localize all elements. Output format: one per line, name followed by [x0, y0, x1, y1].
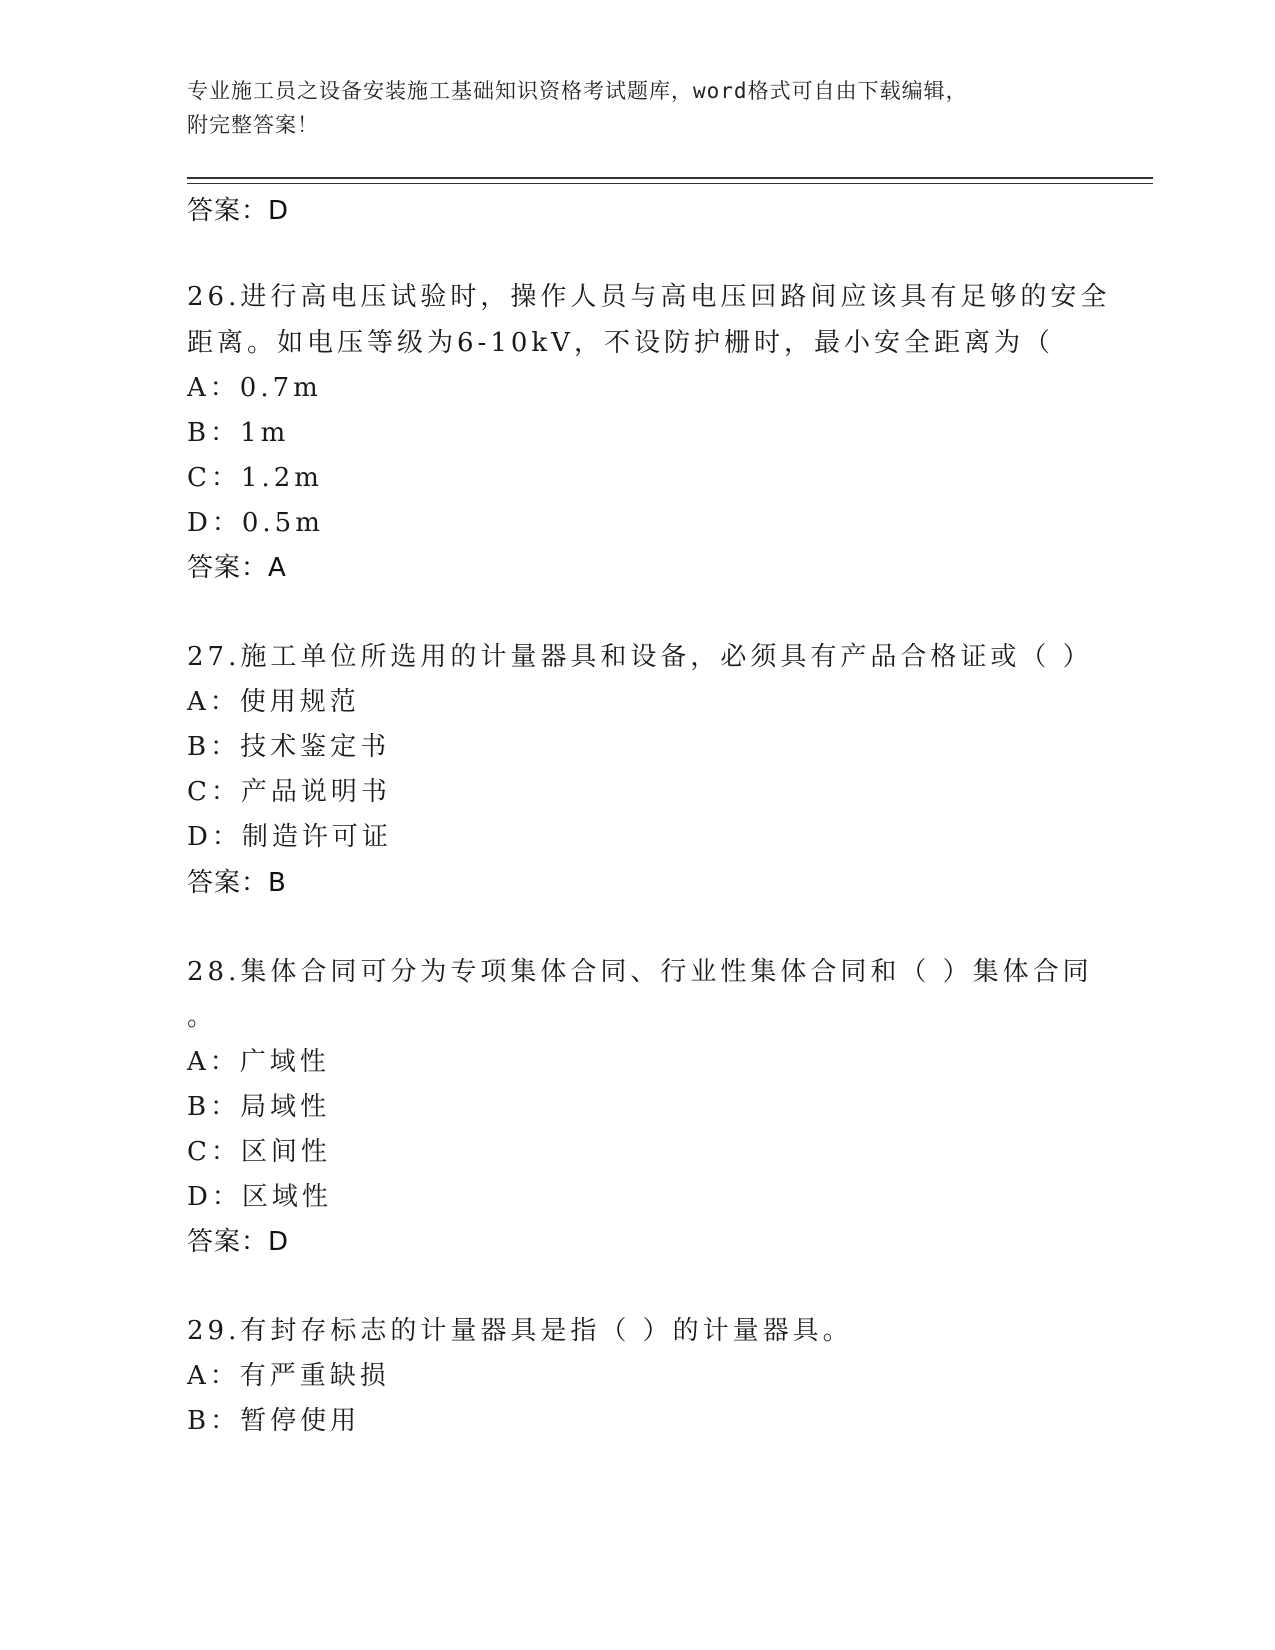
question-29-option-a: A：有严重缺损	[187, 1361, 390, 1391]
header-title-line-2: 附完整答案！	[187, 113, 319, 137]
question-27-answer: 答案：B	[187, 868, 287, 898]
question-29-stem-line-1: 29.有封存标志的计量器具是指（ ）的计量器具。	[187, 1316, 853, 1346]
question-28-stem-line-2: 。	[187, 1002, 218, 1032]
answer-label: 答案：D	[187, 196, 290, 226]
document-header	[187, 74, 1067, 142]
question-28-option-d: D：区域性	[187, 1182, 332, 1212]
question-29-option-b: B：暂停使用	[187, 1406, 361, 1436]
question-27-option-a: A：使用规范	[187, 687, 360, 717]
question-26-option-b: B：1m	[187, 418, 290, 448]
question-27-stem-line-1: 27.施工单位所选用的计量器具和设备，必须具有产品合格证或（ ）	[187, 642, 1093, 672]
question-28-stem-line-1: 28.集体合同可分为专项集体合同、行业性集体合同和（ ）集体合同	[187, 957, 1093, 987]
question-28-answer: 答案：D	[187, 1227, 290, 1257]
question-26-stem-line-1: 26.进行高电压试验时，操作人员与高电压回路间应该具有足够的安全	[187, 282, 1111, 312]
question-26-option-c: C：1.2m	[187, 463, 323, 493]
header-divider	[187, 177, 1153, 184]
question-26-stem-line-2: 距离。如电压等级为6-10kV，不设防护栅时，最小安全距离为（	[187, 328, 1054, 358]
question-28-option-b: B：局域性	[187, 1092, 331, 1122]
question-26-option-d: D：0.5m	[187, 508, 324, 538]
question-27-option-b: B：技术鉴定书	[187, 732, 391, 762]
question-28-option-c: C：区间性	[187, 1137, 331, 1167]
question-26-option-a: A：0.7m	[187, 373, 322, 403]
question-27-option-d: D：制造许可证	[187, 822, 392, 852]
question-26-answer: 答案：A	[187, 553, 287, 583]
question-28-option-a: A：广域性	[187, 1047, 330, 1077]
header-title-line-1: 专业施工员之设备安装施工基础知识资格考试题库，word格式可自由下载编辑，	[187, 79, 968, 103]
question-27-option-c: C：产品说明书	[187, 777, 391, 807]
